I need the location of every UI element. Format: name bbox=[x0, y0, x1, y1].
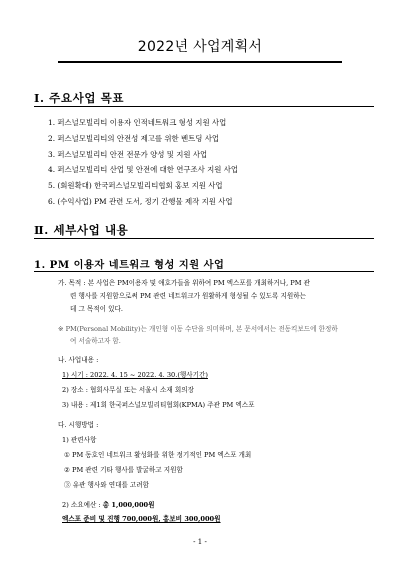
note-line: ※ PM(Personal Mobility)는 개인형 이동 수단을 의미하며, 본 문서에서는 전동킥보드에 한정하 bbox=[58, 325, 338, 333]
goal-item: 2. 퍼스널모빌리티의 안전성 제고를 위한 벤트딩 사업 bbox=[48, 133, 220, 143]
method-item: ② PM 관련 기타 행사를 발굴하고 지원함 bbox=[64, 466, 183, 474]
title-block bbox=[58, 36, 342, 56]
document-title: 2022년 사업계획서 bbox=[137, 39, 263, 55]
section-1-rule bbox=[34, 106, 374, 107]
goal-item: 5. (회원확대) 한국퍼스널모빌리티협회 홍보 지원 사업 bbox=[48, 181, 223, 191]
goal-item: 3. 퍼스널모빌리티 안전 전문가 양성 및 지원 사업 bbox=[48, 149, 208, 159]
subsection-1-heading: 1. PM 이용자 네트워크 형성 지원 사업 bbox=[34, 259, 225, 271]
section-1-heading: Ⅰ. 주요사업 목표 bbox=[34, 91, 125, 105]
subsection-1-rule bbox=[34, 271, 374, 272]
section-2-heading: Ⅱ. 세부사업 내용 bbox=[34, 223, 129, 237]
goal-item: 4. 퍼스널모빌리티 산업 및 안전에 대한 연구조사 지원 사업 bbox=[48, 165, 239, 175]
budget-label: 2) 소요예산 : bbox=[62, 501, 103, 509]
note-line: 여 서술하고자 함. bbox=[70, 337, 121, 345]
method-subheading: 1) 관련사항 bbox=[62, 436, 97, 444]
overview-period: 1) 시기 : 2022. 4. 15 ~ 2022. 4. 30.(행사기간) bbox=[62, 371, 208, 379]
goal-item: 6. (수익사업) PM 관련 도서, 정기 간행물 제작 지원 사업 bbox=[48, 196, 233, 206]
budget-line bbox=[62, 502, 155, 509]
overview-content: 3) 내용 : 제1회 한국퍼스널모빌리티협회(KPMA) 주관 PM 엑스포 bbox=[62, 401, 255, 409]
purpose-line: 가. 목적 : 본 사업은 PM이용자 및 애호가들을 위하여 PM 엑스포를 개최하거나, PM 관 bbox=[58, 279, 310, 287]
purpose-line: 련 행사를 지원함으로써 PM 관련 네트워크가 원활하게 형성될 수 있도록 지원하는 bbox=[70, 292, 306, 300]
purpose-line: 데 그 목적이 있다. bbox=[70, 305, 123, 313]
method-label: 다. 시행방법 : bbox=[58, 421, 99, 429]
overview-place: 2) 장소 : 협회사무실 또는 서울시 소재 회의장 bbox=[62, 386, 194, 394]
overview-label: 나. 사업내용 : bbox=[58, 356, 99, 364]
method-item: ① PM 동호인 네트워크 활성화를 위한 정기적인 PM 엑스포 개최 bbox=[64, 451, 252, 459]
goals-list bbox=[48, 115, 238, 210]
method-item: ③ 유관 행사와 연대를 고려함 bbox=[64, 481, 150, 489]
budget-total: 총 1,000,000원 bbox=[102, 501, 155, 509]
page-number: - 1 - bbox=[193, 538, 207, 546]
goal-item: 1. 퍼스널모빌리티 이용자 인적네트워크 형성 지원 사업 bbox=[48, 118, 227, 127]
budget-detail: 엑스포 준비 및 진행 700,000원, 홍보비 300,000원 bbox=[62, 515, 221, 523]
section-2-rule bbox=[34, 238, 374, 239]
title-underline bbox=[58, 61, 342, 63]
